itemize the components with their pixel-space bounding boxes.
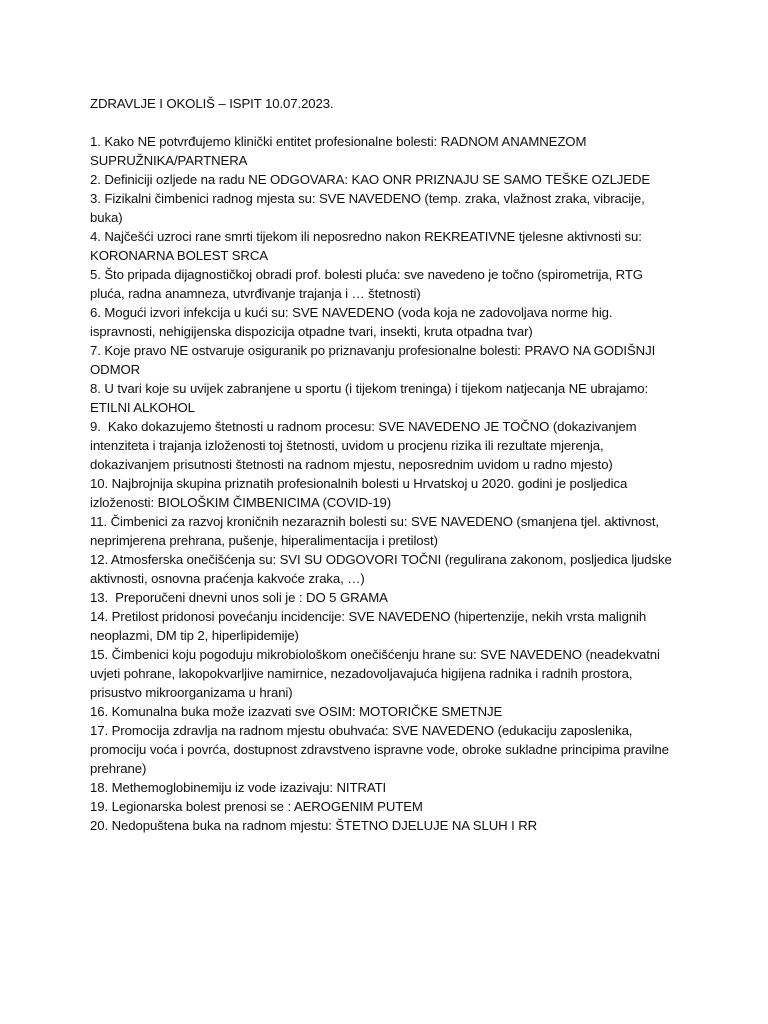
question-item-13: 13. Preporučeni dnevni unos soli je : DO 5 GRAMA	[90, 590, 388, 605]
question-item-20: 20. Nedopuštena buka na radnom mjestu: ŠTETNO DJELUJE NA SLUH I RR	[90, 818, 538, 833]
question-item-1: 1. Kako NE potvrđujemo klinički entitet profesionalne bolesti: RADNOM ANAMNEZOM SUPRUŽNIKA/PARTNERA	[90, 134, 590, 168]
document-body	[90, 94, 676, 835]
question-item-15: 15. Čimbenici koju pogoduju mikrobiološkom onečišćenju hrane su: SVE NAVEDENO (neadekvatni uvjeti pohrane, lakopokvarljive namirnice, nezadovoljavajuća higijena radnika i radnih prostora, prisustvo mikroorganizama u hrani)	[90, 647, 664, 700]
question-item-7: 7. Koje pravo NE ostvaruje osiguranik po priznavanju profesionalne bolesti: PRAVO NA GODIŠNJI ODMOR	[90, 343, 659, 377]
question-item-17: 17. Promocija zdravlja na radnom mjestu obuhvaća: SVE NAVEDENO (edukaciju zaposlenika, promociju voća i povrća, dostupnost zdravstveno ispravne vode, obroke sukladne principima pravilne prehrane)	[90, 723, 673, 776]
question-item-6: 6. Mogući izvori infekcija u kući su: SVE NAVEDENO (voda koja ne zadovoljava norme hig. ispravnosti, nehigijenska dispozicija otpadne tvari, insekti, kruta otpadna tvar)	[90, 305, 617, 339]
question-item-16: 16. Komunalna buka može izazvati sve OSIM: MOTORIČKE SMETNJE	[90, 704, 503, 719]
question-item-8: 8. U tvari koje su uvijek zabranjene u sportu (i tijekom treninga) i tijekom natjecanja NE ubrajamo: ETILNI ALKOHOL	[90, 381, 652, 415]
question-answer-list	[90, 132, 676, 835]
question-item-19: 19. Legionarska bolest prenosi se : AEROGENIM PUTEM	[90, 799, 423, 814]
document-title: ZDRAVLJE I OKOLIŠ – ISPIT 10.07.2023.	[90, 96, 334, 111]
question-item-2: 2. Definiciji ozljede na radu NE ODGOVARA: KAO ONR PRIZNAJU SE SAMO TEŠKE OZLJEDE	[90, 172, 651, 187]
question-item-18: 18. Methemoglobinemiju iz vode izazivaju: NITRATI	[90, 780, 387, 795]
question-item-5: 5. Što pripada dijagnostičkoj obradi prof. bolesti pluća: sve navedeno je točno (spirometrija, RTG pluća, radna anamneza, utvrđivanje trajanja i … štetnosti)	[90, 267, 647, 301]
question-item-14: 14. Pretilost pridonosi povećanju incidencije: SVE NAVEDENO (hipertenzije, nekih vrsta malignih neoplazmi, DM tip 2, hiperlipidemije)	[90, 609, 650, 643]
question-item-9: 9. Kako dokazujemo štetnosti u radnom procesu: SVE NAVEDENO JE TOČNO (dokazivanjem intenziteta i trajanja izloženosti toj štetnosti, uvidom u procjenu rizika ili rezultate mjerenja, dokazivanjem prisutnosti štetnosti na radnom mjestu, neposrednim uvidom u radno mjesto)	[90, 419, 641, 472]
question-item-10: 10. Najbrojnija skupina priznatih profesionalnih bolesti u Hrvatskoj u 2020. godini je posljedica izloženosti: BIOLOŠKIM ČIMBENICIMA (COVID-19)	[90, 476, 631, 510]
question-item-3: 3. Fizikalni čimbenici radnog mjesta su: SVE NAVEDENO (temp. zraka, vlažnost zraka, vibracije, buka)	[90, 191, 649, 225]
question-item-11: 11. Čimbenici za razvoj kroničnih nezaraznih bolesti su: SVE NAVEDENO (smanjena tjel. aktivnost, neprimjerena prehrana, pušenje, hiperalimentacija i pretilost)	[90, 514, 663, 548]
question-item-4: 4. Najčešći uzroci rane smrti tijekom ili neposredno nakon REKREATIVNE tjelesne aktivnosti su: KORONARNA BOLEST SRCA	[90, 229, 646, 263]
question-item-12: 12. Atmosferska onečišćenja su: SVI SU ODGOVORI TOČNI (regulirana zakonom, posljedica ljudske aktivnosti, osnovna praćenja kakvoće zraka, …)	[90, 552, 676, 586]
